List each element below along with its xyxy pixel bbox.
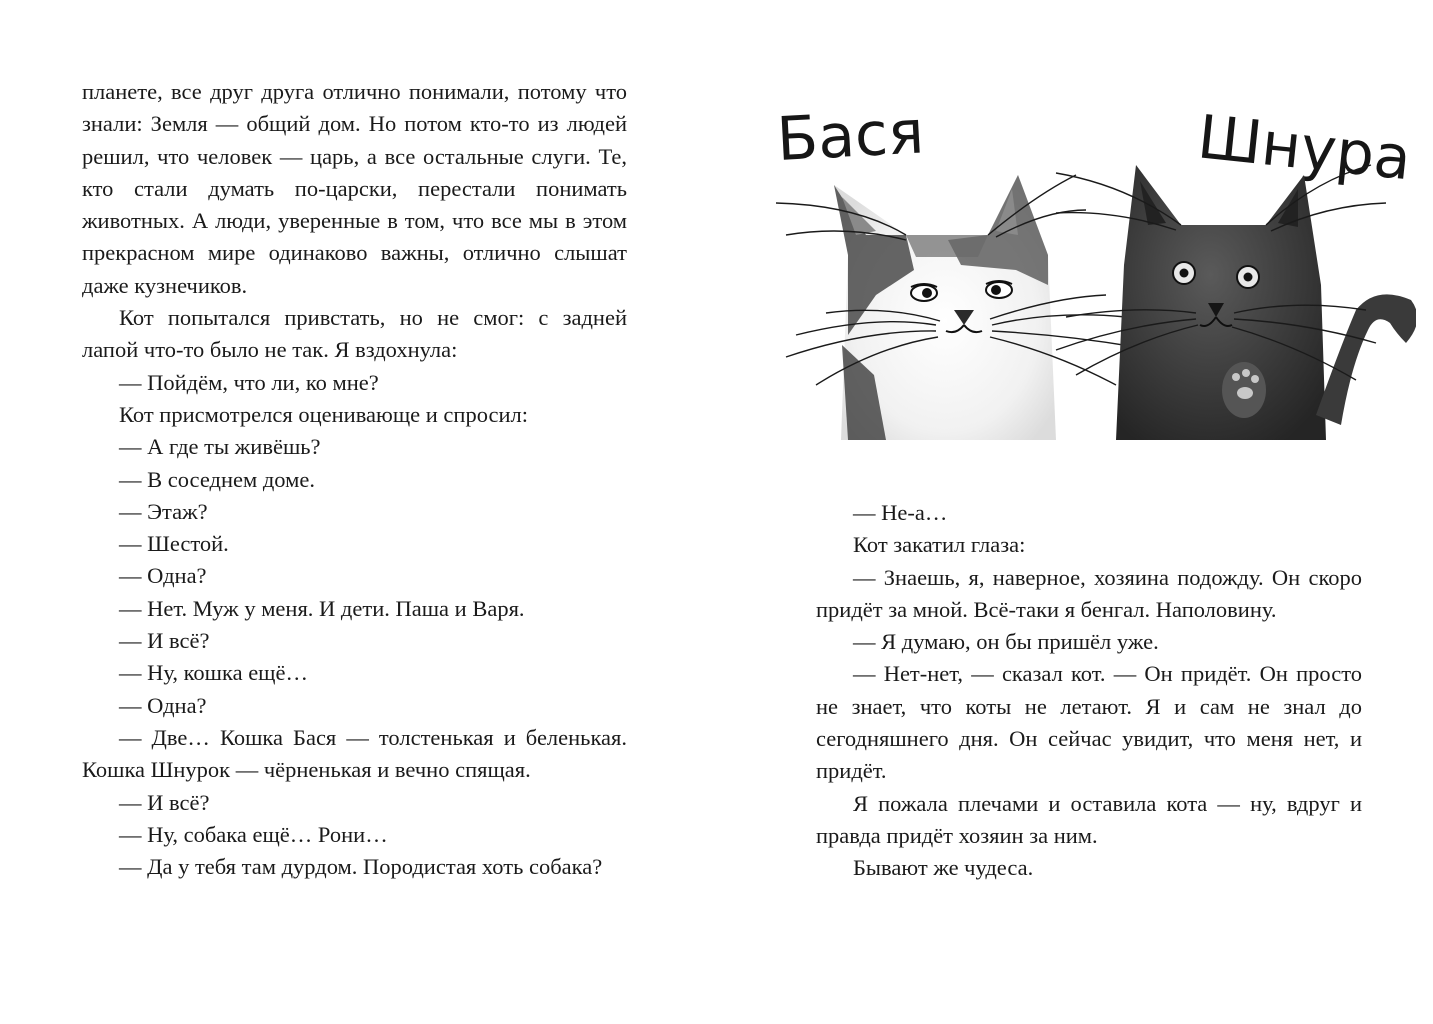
- paragraph: Кот попытался привстать, но не смог: с задней лапой что-то было не так. Я вздохнула:: [82, 305, 627, 363]
- dialogue-line: — Одна?: [119, 563, 207, 589]
- dialogue-line: — Нет. Муж у меня. И дети. Паша и Варя.: [119, 595, 525, 621]
- dialogue-line: — Этаж?: [119, 498, 208, 524]
- left-page: [0, 0, 716, 1024]
- right-page: [716, 0, 1433, 1024]
- dialogue-line: — Нет-нет, — сказал кот. — Он придёт. Он просто не знает, что коты не летают. Я и сам не знал до сегодняшнего дня. Он сейчас увидит, что меня нет, и придёт.: [816, 661, 1362, 784]
- dialogue-line: — Одна?: [119, 692, 207, 718]
- label-basya: Бася: [775, 97, 926, 175]
- paragraph: планете, все друг друга отлично понимали, потому что знали: Земля — общий дом. Но потом кто-то из людей решил, что человек — царь, а все остальные слуги. Те, кто стали думать по-царски, перестали понимать животных. А люди, уверенные в том, что все мы в этом прекрасном мире одинаково важны, отлично слышат даже кузнечиков.: [82, 79, 627, 298]
- dialogue-line: — Знаешь, я, наверное, хозяина подожду. Он скоро придёт за мной. Всё-таки я бенгал. Наполовину.: [816, 564, 1362, 622]
- left-page-text: [82, 76, 627, 883]
- cats-illustration: [756, 85, 1416, 455]
- dialogue-line: — Ну, кошка ещё…: [119, 660, 308, 686]
- dialogue-line: — Не-а…: [853, 500, 948, 525]
- dialogue-line: — И всё?: [119, 628, 210, 654]
- right-page-text: [816, 497, 1362, 885]
- dialogue-line: — В соседнем доме.: [119, 466, 315, 492]
- paragraph: Бывают же чудеса.: [853, 855, 1034, 881]
- paragraph: Кот закатил глаза:: [853, 532, 1026, 558]
- dialogue-line: — Я думаю, он бы пришёл уже.: [853, 629, 1159, 655]
- label-shnura: Шнура: [1194, 102, 1415, 195]
- dialogue-line: — Шестой.: [119, 531, 229, 557]
- black-cat: [1056, 165, 1416, 440]
- dialogue-line: — Да у тебя там дурдом. Породистая хоть собака?: [119, 854, 603, 880]
- dialogue-line: — Пойдём, что ли, ко мне?: [119, 369, 379, 395]
- dialogue-line: — Ну, собака ещё… Рони…: [119, 821, 388, 847]
- dialogue-line: — И всё?: [119, 789, 210, 815]
- dialogue-line: — Две… Кошка Бася — толстенькая и беленькая. Кошка Шнурок — чёрненькая и вечно спящая.: [82, 724, 627, 783]
- dialogue-line: — А где ты живёшь?: [119, 434, 321, 460]
- paragraph: Я пожала плечами и оставила кота — ну, вдруг и правда придёт хозяин за ним.: [816, 790, 1362, 848]
- white-cat: [776, 175, 1136, 440]
- paragraph: Кот присмотрелся оценивающе и спросил:: [119, 401, 529, 427]
